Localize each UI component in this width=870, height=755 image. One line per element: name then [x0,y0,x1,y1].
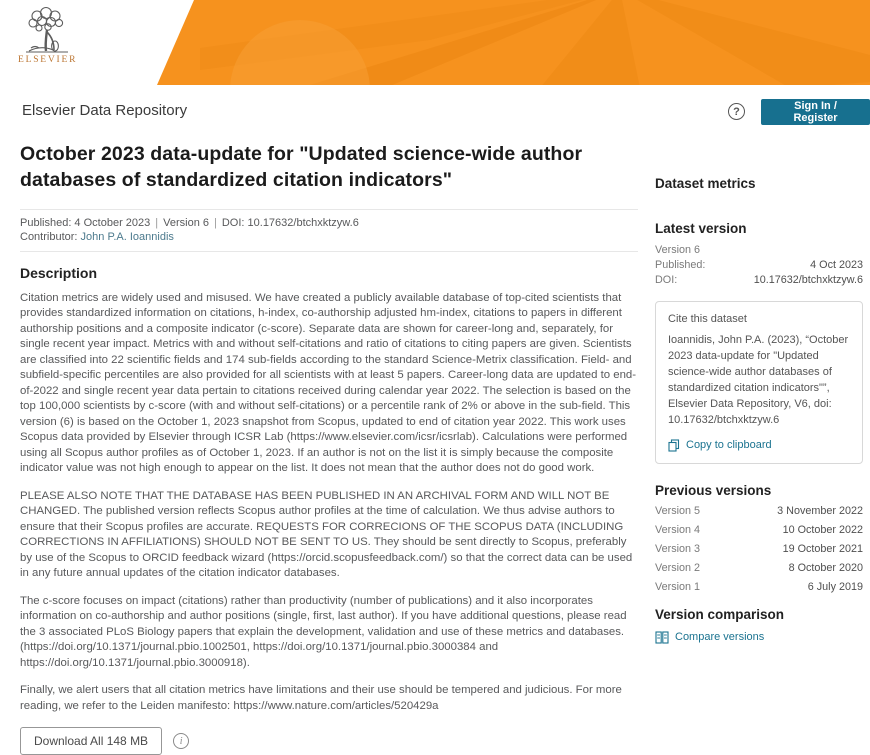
latest-published-row [655,259,863,271]
version-comparison-heading: Version comparison [655,606,785,622]
version-link[interactable]: Version 4 [655,523,701,536]
sign-in-register-button[interactable]: Sign In / Register [761,99,870,125]
download-all-button[interactable]: Download All 148 MB [20,727,162,755]
version-link[interactable]: Version 2 [655,561,701,574]
description-heading: Description [20,264,98,281]
description-paragraph: Citation metrics are widely used and misused. We have created a publicly available database of top-cited scientists that provides standardized information on citations, h-index, co-authorship adjusted hm-index, citations to papers in different authorship positions and a composite indicator (c-score). Separate data are shown for career-long and, separately, for single recent year impact. Metrics with and without self-citations and ratio of citations to citing papers are given. Scientists are classified into 22 scientific fields and 174 sub-fields according to the standard Science-Metrix classification. Field- and subfield-specific percentiles are also provided for all scientists with at least 5 papers. Career-long data are updated to end-of-2022 and single recent year data pertain to citations received during calendar year 2022. The selection is based on the top 100,000 scientists by c-score (with and without self-citations) or a percentile rank of 2% or above in the sub-field. This version (6) is based on the October 1, 2023 snapshot from Scopus, updated to end of citation year 2022. This work uses Scopus data provided by Elsevier through ICSR Lab (https://www.elsevier.com/icsr/icsrlab). Calculations were performed using all Scopus author profiles as of October 1, 2023. If an author is not on the list it is simply because the composite indicator value was not high enough to appear on the list. It does not mean that the author does not do good work. [20,291,637,475]
main-content [20,142,638,755]
description-paragraph: PLEASE ALSO NOTE THAT THE DATABASE HAS BEEN PUBLISHED IN AN ARCHIVAL FORM AND WILL NOT BE CHANGED. The published version reflects Scopus author profiles at the time of calculation. We thus advise authors to ensure that their Scopus profiles are accurate. REQUESTS FOR CORRECIONS OF THE SCOPUS DATA (INCLUDING CORRECTIONS IN AFFILIATIONS) SHOULD NOT BE SENT TO US. They should be sent directly to Scopus, preferably by use of the Scopus to ORCID feedback wizard (https://orcid.scopusfeedback.com/) so that the correct data can be used in any future annual updates of the citation indicator databases. [20,489,633,580]
previous-version-row [655,562,863,574]
version-date: 3 November 2022 [777,504,863,517]
published-label: Published: [655,259,706,271]
compare-versions-label: Compare versions [675,631,765,644]
cite-heading: Cite this dataset [668,313,747,325]
dataset-metrics-heading: Dataset metrics [655,176,756,191]
published-date: Published: 4 October 2023 [20,216,151,229]
previous-version-row [655,581,863,593]
doi-value: 10.17632/btchxktzyw.6 [753,274,863,286]
publication-meta-line [20,217,638,229]
contributor-line [20,231,638,243]
version-link[interactable]: Version 1 [655,580,701,593]
sidebar [655,176,863,644]
download-row [20,727,638,755]
version-date: 8 October 2020 [788,561,863,574]
elsevier-logo[interactable] [18,6,76,65]
latest-version-heading: Latest version [655,221,747,236]
version-date: 6 July 2019 [807,580,863,593]
latest-version-number: Version 6 [655,244,701,256]
meta-separator: | [155,216,159,229]
version-date: 19 October 2021 [782,542,863,555]
latest-doi-row [655,274,863,286]
banner-ray-pattern [0,0,870,88]
doi-label: DOI: [655,274,678,286]
compare-versions-icon [655,631,669,644]
doi-label: DOI: 10.17632/btchxktzyw.6 [221,216,359,229]
previous-version-row [655,543,863,555]
previous-version-row [655,524,863,536]
version-link[interactable]: Version 3 [655,542,701,555]
contributor-label: Contributor: [20,230,78,243]
dataset-meta [20,209,638,252]
version-label: Version 6 [163,216,209,229]
compare-versions-link[interactable] [655,631,863,644]
info-icon[interactable]: i [173,733,189,749]
meta-separator: | [214,216,217,229]
previous-versions-heading: Previous versions [655,482,772,498]
published-value: 4 Oct 2023 [810,259,863,271]
copy-to-clipboard-label: Copy to clipboard [686,439,772,452]
contributor-link[interactable]: John P.A. Ioannidis [80,230,174,243]
citation-text: Ioannidis, John P.A. (2023), “October 2023 data-update for "Updated science-wide author databases of standardized citation indicators"”, Elsevier Data Repository, V6, doi: 10.17632/btchxktzyw.6 [668,334,849,426]
previous-version-row [655,505,863,517]
elsevier-wordmark: ELSEVIER [18,55,78,65]
copy-icon [668,439,680,452]
page-title: October 2023 data-update for "Updated science-wide author databases of standardized citation indicators" [20,143,583,191]
cite-dataset-box [655,301,863,464]
description-paragraph: The c-score focuses on impact (citations) rather than productivity (number of publications) and it also incorporates information on co-authorship and author positions (single, first, last author). If you have additional questions, please read the 3 associated PLoS Biology papers that explain the development, validation and use of these metrics and databases. (https://doi.org/10.1371/journal.pbio.1002501, https://doi.org/10.1371/journal.pbio.3000384 and https://doi.org/10.1371/journal.pbio.3000918). [20,594,627,669]
version-link[interactable]: Version 5 [655,504,701,517]
description-paragraph: Finally, we alert users that all citation metrics have limitations and their use should be tempered and judicious. For more reading, we refer to the Leiden manifesto: https://www.nature.com/articles/520429a [20,684,622,712]
top-banner [0,0,870,88]
help-icon[interactable]: ? [728,103,745,120]
elsevier-tree-icon [21,6,73,54]
copy-to-clipboard-link[interactable] [668,439,850,452]
version-date: 10 October 2022 [782,523,863,536]
app-title: Elsevier Data Repository [22,102,188,119]
